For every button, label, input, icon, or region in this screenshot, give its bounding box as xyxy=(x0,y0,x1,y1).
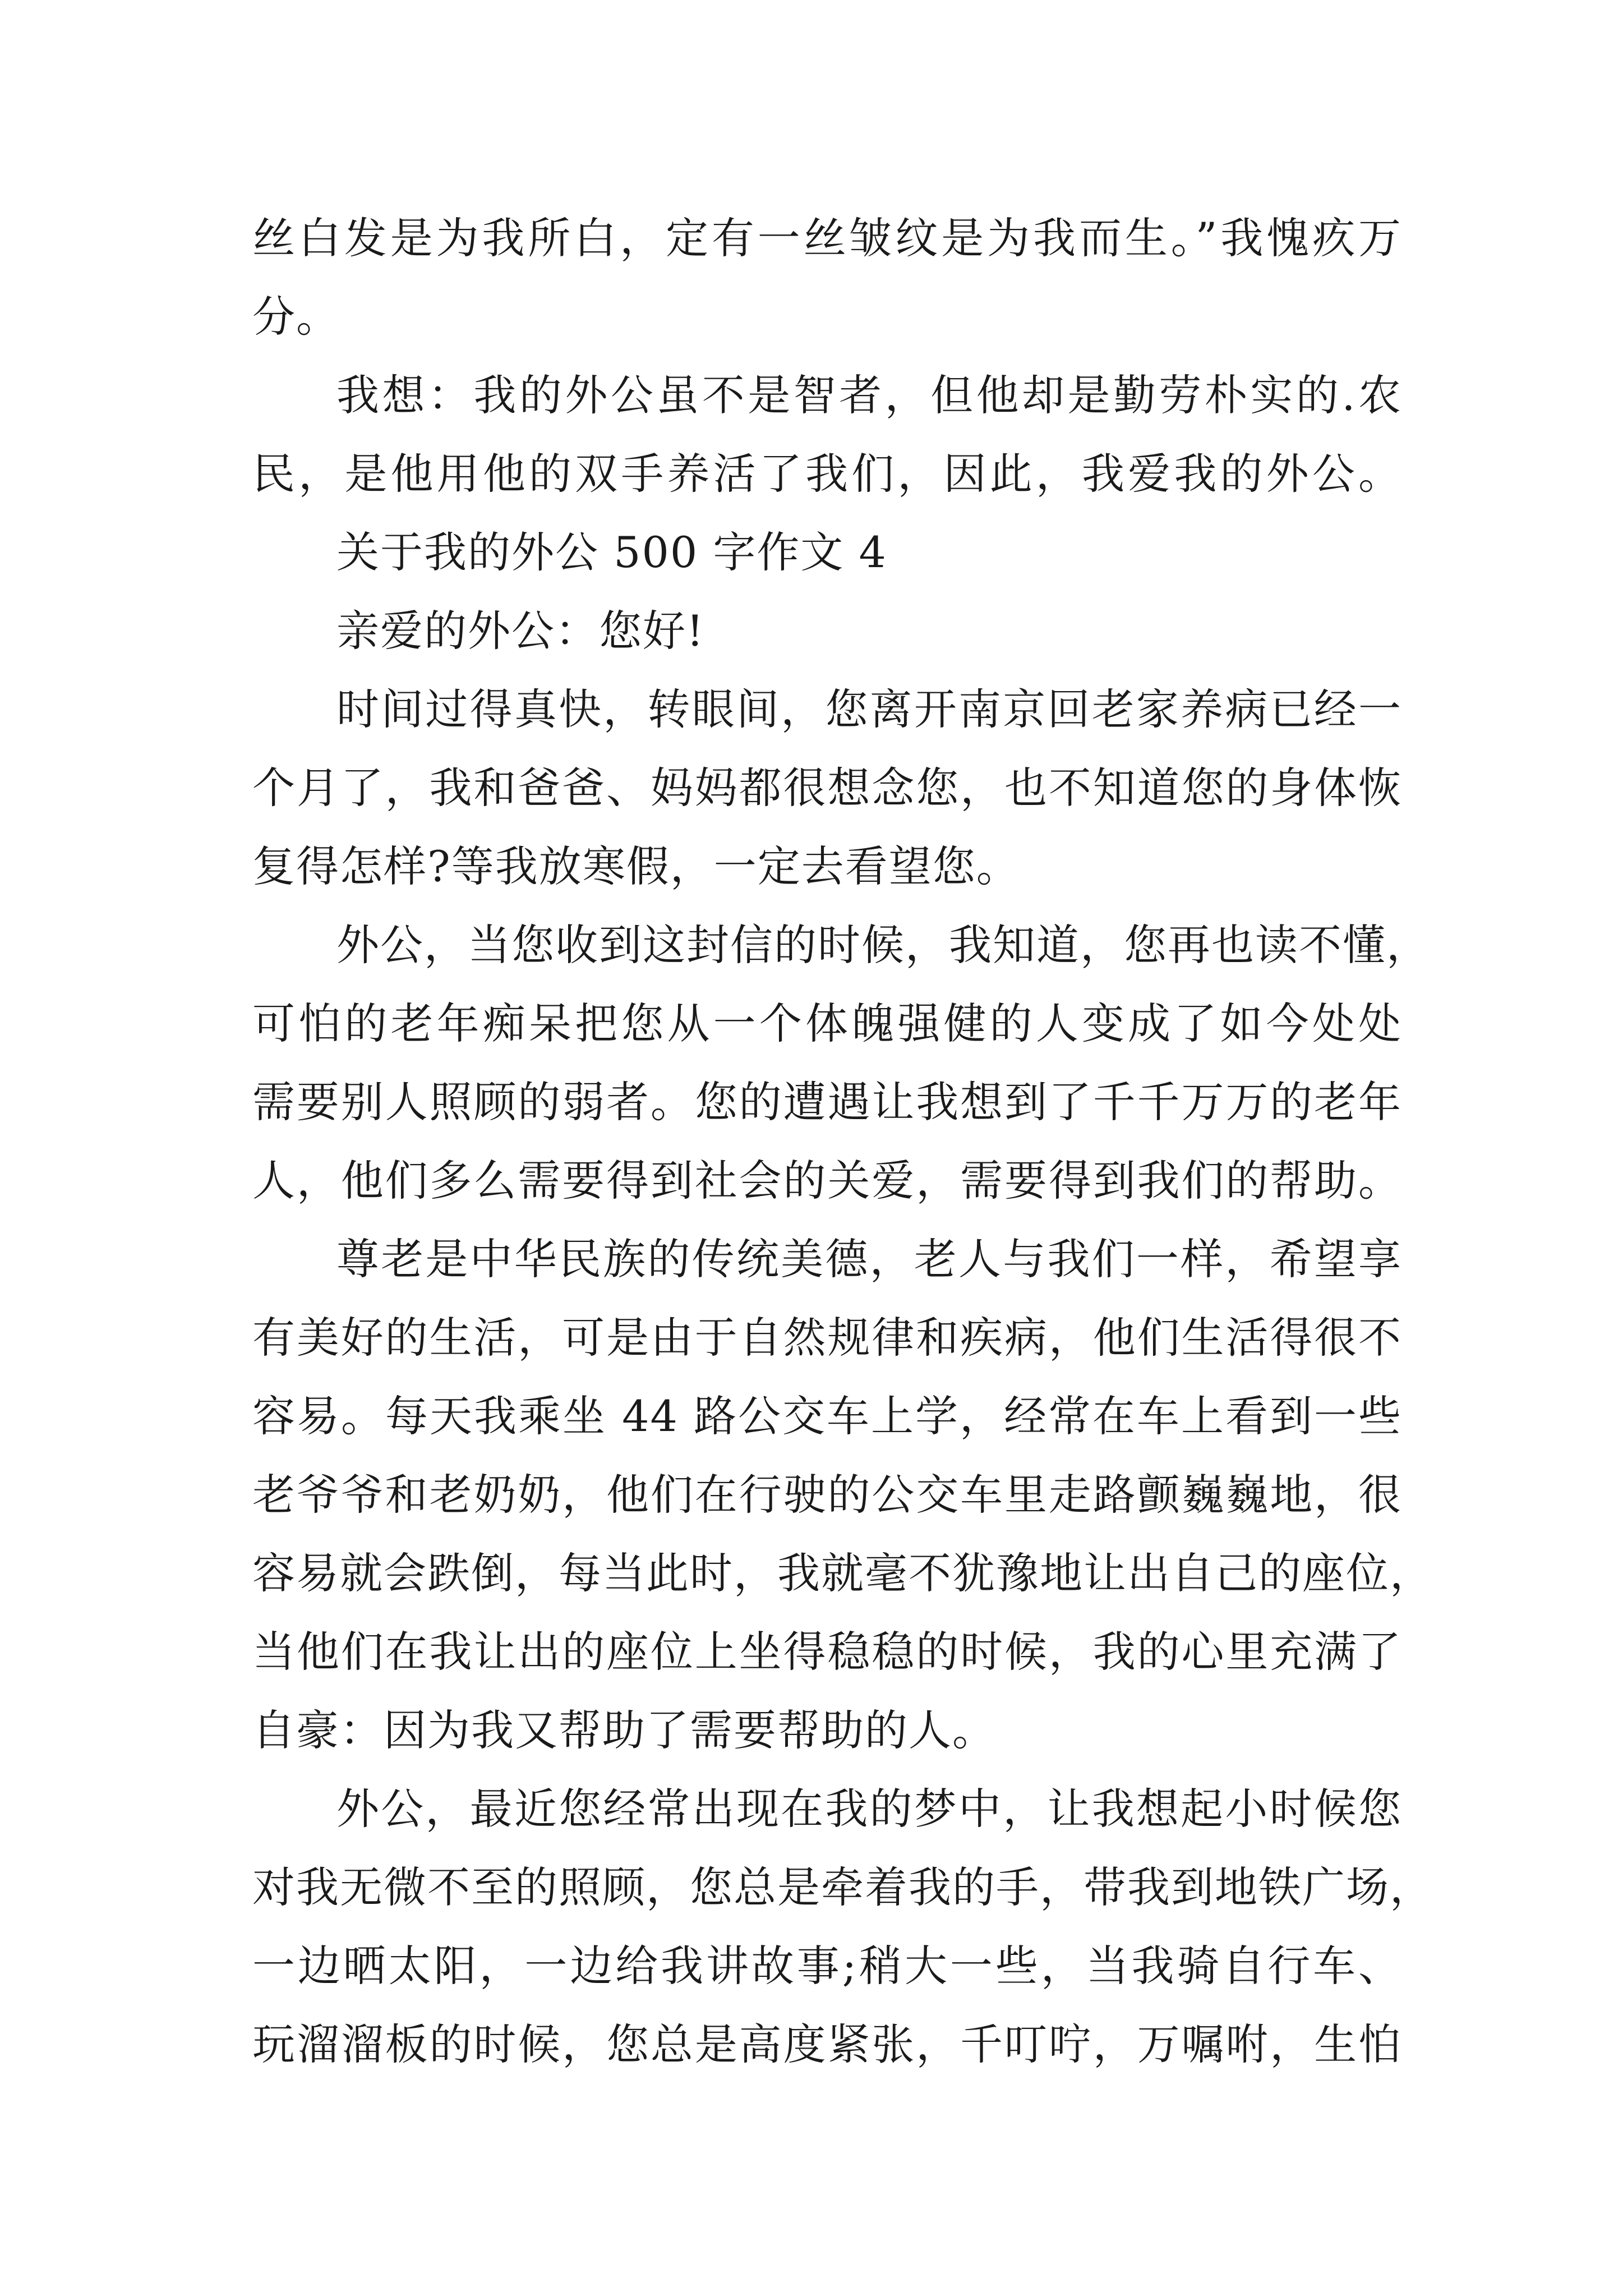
text-line: 分。 xyxy=(252,292,340,342)
text-line: 丝白发是为我所白，定有一丝皱纹是为我而生。”我愧疚万 xyxy=(252,213,1402,263)
text-line: 外公，当您收到这封信的时候，我知道，您再也读不懂， xyxy=(336,920,1430,970)
text-line: 个月了，我和爸爸、妈妈都很想念您，也不知道您的身体恢 xyxy=(252,763,1402,813)
text-line: 当他们在我让出的座位上坐得稳稳的时候，我的心里充满了 xyxy=(252,1627,1402,1677)
text-line: 复得怎样?等我放寒假，一定去看望您。 xyxy=(252,841,1020,891)
salutation: 亲爱的外公：您好! xyxy=(336,606,705,656)
text-line: 容易就会跌倒，每当此时，我就毫不犹豫地让出自己的座位， xyxy=(252,1548,1433,1598)
section-heading: 关于我的外公 500 字作文 4 xyxy=(336,527,887,577)
text-line: 容易。每天我乘坐 44 路公交车上学，经常在车上看到一些 xyxy=(252,1391,1402,1441)
text-line: 自豪：因为我又帮助了需要帮助的人。 xyxy=(252,1705,996,1755)
text-line: 可怕的老年痴呆把您从一个体魄强健的人变成了如今处处 xyxy=(252,999,1402,1048)
text-line: 老爷爷和老奶奶，他们在行驶的公交车里走路颤巍巍地，很 xyxy=(252,1470,1402,1520)
text-line: 对我无微不至的照顾，您总是牵着我的手，带我到地铁广场， xyxy=(252,1862,1433,1912)
text-line: 一边晒太阳，一边给我讲故事;稍大一些，当我骑自行车、 xyxy=(252,1941,1402,1991)
text-line: 外公，最近您经常出现在我的梦中，让我想起小时候您 xyxy=(336,1784,1402,1834)
text-line: 我想：我的外公虽不是智者，但他却是勤劳朴实的.农 xyxy=(336,370,1402,420)
text-line: 人，他们多么需要得到社会的关爱，需要得到我们的帮助。 xyxy=(252,1156,1402,1205)
text-line: 尊老是中华民族的传统美德，老人与我们一样，希望享 xyxy=(336,1234,1402,1284)
text-line: 需要别人照顾的弱者。您的遭遇让我想到了千千万万的老年 xyxy=(252,1077,1402,1127)
text-line: 玩溜溜板的时候，您总是高度紧张，千叮咛，万嘱咐，生怕 xyxy=(252,2019,1402,2069)
text-line: 民，是他用他的双手养活了我们，因此，我爱我的外公。 xyxy=(252,449,1402,499)
text-line: 时间过得真快，转眼间，您离开南京回老家养病已经一 xyxy=(336,684,1402,734)
text-line: 有美好的生活，可是由于自然规律和疾病，他们生活得很不 xyxy=(252,1313,1402,1363)
